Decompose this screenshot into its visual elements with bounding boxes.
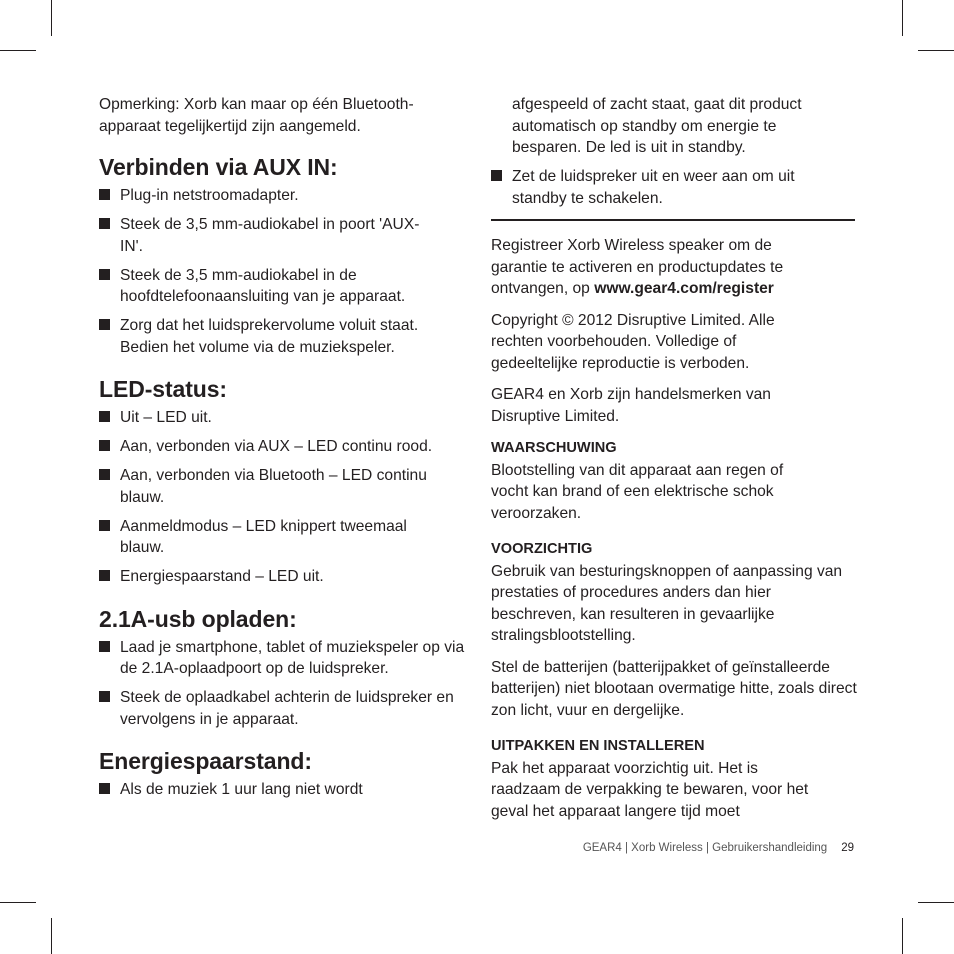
standby-list — [491, 166, 856, 209]
warning-text: Blootstelling van dit apparaat aan regen of vocht kan brand of een elektrische schok veroorzaken. — [491, 461, 784, 522]
page-footer — [583, 842, 854, 854]
warning-heading: WAARSCHUWING — [491, 440, 617, 456]
list-item: Aan, verbonden via Bluetooth – LED continu blauw. — [99, 465, 465, 508]
aux-steps-list — [99, 185, 469, 358]
crop-mark — [0, 902, 36, 903]
list-item: Steek de oplaadkabel achterin de luidspreker en vervolgens in je apparaat. — [99, 687, 470, 730]
list-item: Aanmeldmodus – LED knippert tweemaal blauw. — [99, 516, 450, 559]
crop-mark — [51, 918, 52, 954]
unpack-text: Pak het apparaat voorzichtig uit. Het is raadzaam de verpakking te bewaren, voor het geval het apparaat langere tijd moet — [491, 759, 809, 820]
list-item: Aan, verbonden via AUX – LED continu rood. — [99, 436, 469, 458]
list-item: Als de muziek 1 uur lang niet wordt — [99, 779, 469, 801]
crop-mark — [51, 0, 52, 36]
list-item: Steek de 3,5 mm-audiokabel in de hoofdtelefoonaansluiting van je apparaat. — [99, 265, 469, 308]
section-divider — [491, 219, 855, 221]
footer-text: GEAR4 | Xorb Wireless | Gebruikershandleiding — [582, 842, 828, 854]
right-column — [491, 94, 856, 822]
caution-text: Gebruik van besturingsknoppen of aanpassing van prestaties of procedures anders dan hier beschreven, kan resulteren in gevaarlijke stralingsblootstelling. — [491, 562, 843, 644]
unpack-heading: UITPAKKEN EN INSTALLEREN — [491, 738, 705, 754]
led-status-list — [99, 407, 469, 588]
led-status-heading: LED-status: — [99, 376, 227, 402]
left-column — [99, 94, 469, 801]
usb-charging-heading: 2.1A-usb opladen: — [99, 605, 297, 632]
list-item: Steek de 3,5 mm-audiokabel in poort 'AUX-IN'. — [99, 214, 420, 257]
list-item: Laad je smartphone, tablet of muziekspeler op via de 2.1A-oplaadpoort op de luidspreker. — [99, 637, 470, 680]
list-item: Plug-in netstroomadapter. — [99, 185, 469, 207]
energy-saving-continued — [491, 94, 856, 159]
usb-charging-list — [99, 637, 469, 731]
energy-saving-list — [99, 779, 469, 801]
crop-mark — [902, 918, 903, 954]
list-item: afgespeeld of zacht staat, gaat dit product automatisch op standby om energie te besparen. De led is uit in standby. — [512, 96, 802, 156]
registration-text: Registreer Xorb Wireless speaker om de garantie te activeren en productupdates te ontvangen, op www.gear4.com/register — [491, 237, 784, 297]
list-item: Zorg dat het luidsprekervolume voluit staat. Bedien het volume via de muziekspeler. — [99, 315, 469, 358]
copyright-text: Copyright © 2012 Disruptive Limited. Alle rechten voorbehouden. Volledige of gedeeltelijke reproductie is verboden. — [491, 311, 775, 372]
crop-mark — [902, 0, 903, 36]
crop-mark — [918, 902, 954, 903]
battery-text: Stel de batterijen (batterijpakket of geïnstalleerde batterijen) niet blootaan overmatige hitte, zoals direct zon licht, vuur en dergelijke. — [491, 658, 857, 719]
aux-heading: Verbinden via AUX IN: — [99, 154, 338, 180]
list-item: Uit – LED uit. — [99, 407, 469, 429]
list-item: Zet de luidspreker uit en weer aan om uit standby te schakelen. — [491, 166, 832, 209]
list-item: Energiespaarstand – LED uit. — [99, 566, 469, 588]
page-number: 29 — [841, 842, 854, 854]
trademark-text: GEAR4 en Xorb zijn handelsmerken van Disruptive Limited. — [491, 386, 771, 425]
register-link[interactable]: www.gear4.com/register — [594, 280, 774, 297]
crop-mark — [918, 50, 954, 51]
caution-heading: VOORZICHTIG — [491, 541, 593, 557]
crop-mark — [0, 50, 36, 51]
bluetooth-note: Opmerking: Xorb kan maar op één Bluetooth-apparaat tegelijkertijd zijn aangemeld. — [99, 96, 414, 135]
energy-saving-heading: Energiespaarstand: — [99, 748, 312, 774]
